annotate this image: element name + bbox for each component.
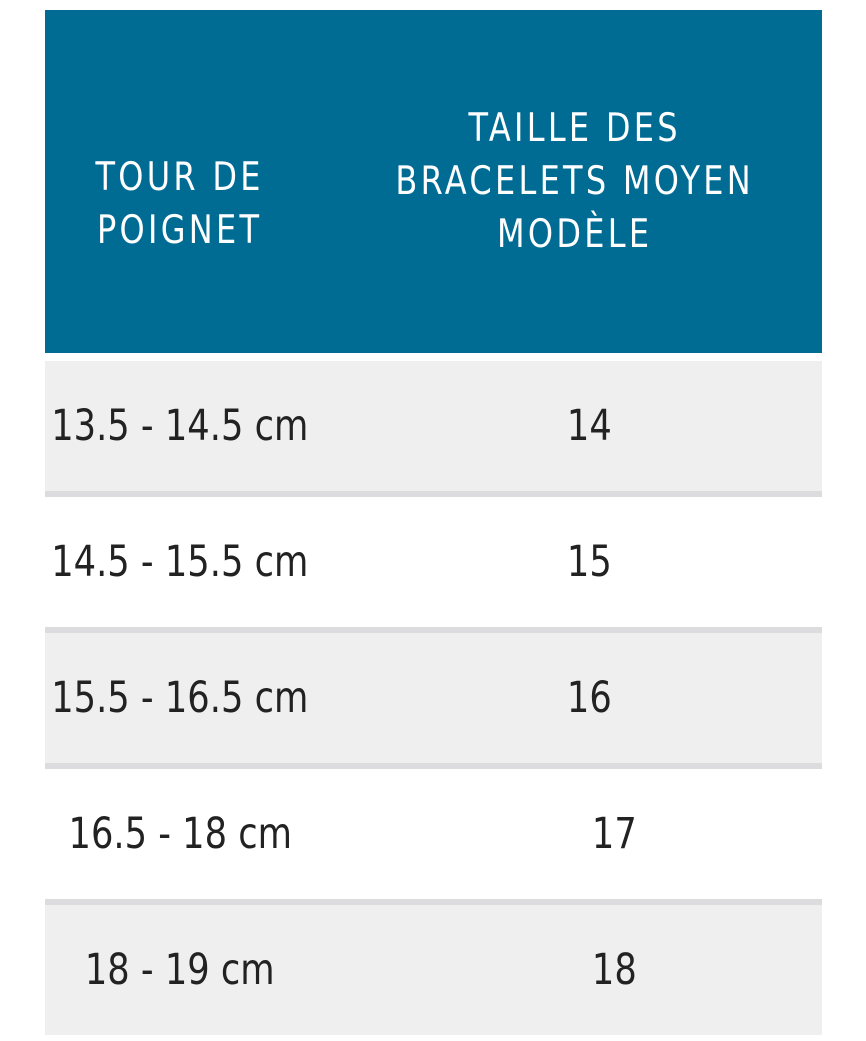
header-separator xyxy=(45,353,822,361)
wrist-cell xyxy=(45,633,407,763)
wrist-value: 15.5 - 16.5 cm xyxy=(51,673,309,723)
size-cell xyxy=(407,769,822,899)
table-row xyxy=(45,905,822,1035)
wrist-value: 18 - 19 cm xyxy=(85,945,275,995)
wrist-cell xyxy=(45,361,407,491)
header-wrist-label: TOUR DE POIGNET xyxy=(95,154,265,253)
table-row xyxy=(45,769,822,899)
size-cell xyxy=(407,361,822,491)
header-bracelet-label: TAILLE DES BRACELETS MOYEN MODÈLE xyxy=(395,106,754,257)
bracelet-size-table xyxy=(45,10,822,1035)
table-header-row xyxy=(45,10,822,353)
table-row xyxy=(45,633,822,763)
wrist-value: 13.5 - 14.5 cm xyxy=(51,401,309,451)
size-cell xyxy=(407,905,822,1035)
size-value: 14 xyxy=(567,401,612,451)
wrist-cell xyxy=(45,497,407,627)
table-row xyxy=(45,361,822,491)
size-value: 16 xyxy=(567,673,612,723)
size-value: 15 xyxy=(567,537,612,587)
wrist-value: 14.5 - 15.5 cm xyxy=(51,537,309,587)
table-row xyxy=(45,497,822,627)
header-wrist-size xyxy=(45,10,407,353)
size-cell xyxy=(407,633,822,763)
size-cell xyxy=(407,497,822,627)
wrist-value: 16.5 - 18 cm xyxy=(68,809,292,859)
wrist-cell xyxy=(45,905,407,1035)
wrist-cell xyxy=(45,769,407,899)
header-bracelet-size xyxy=(395,10,822,353)
size-value: 18 xyxy=(592,945,637,995)
size-value: 17 xyxy=(592,809,637,859)
